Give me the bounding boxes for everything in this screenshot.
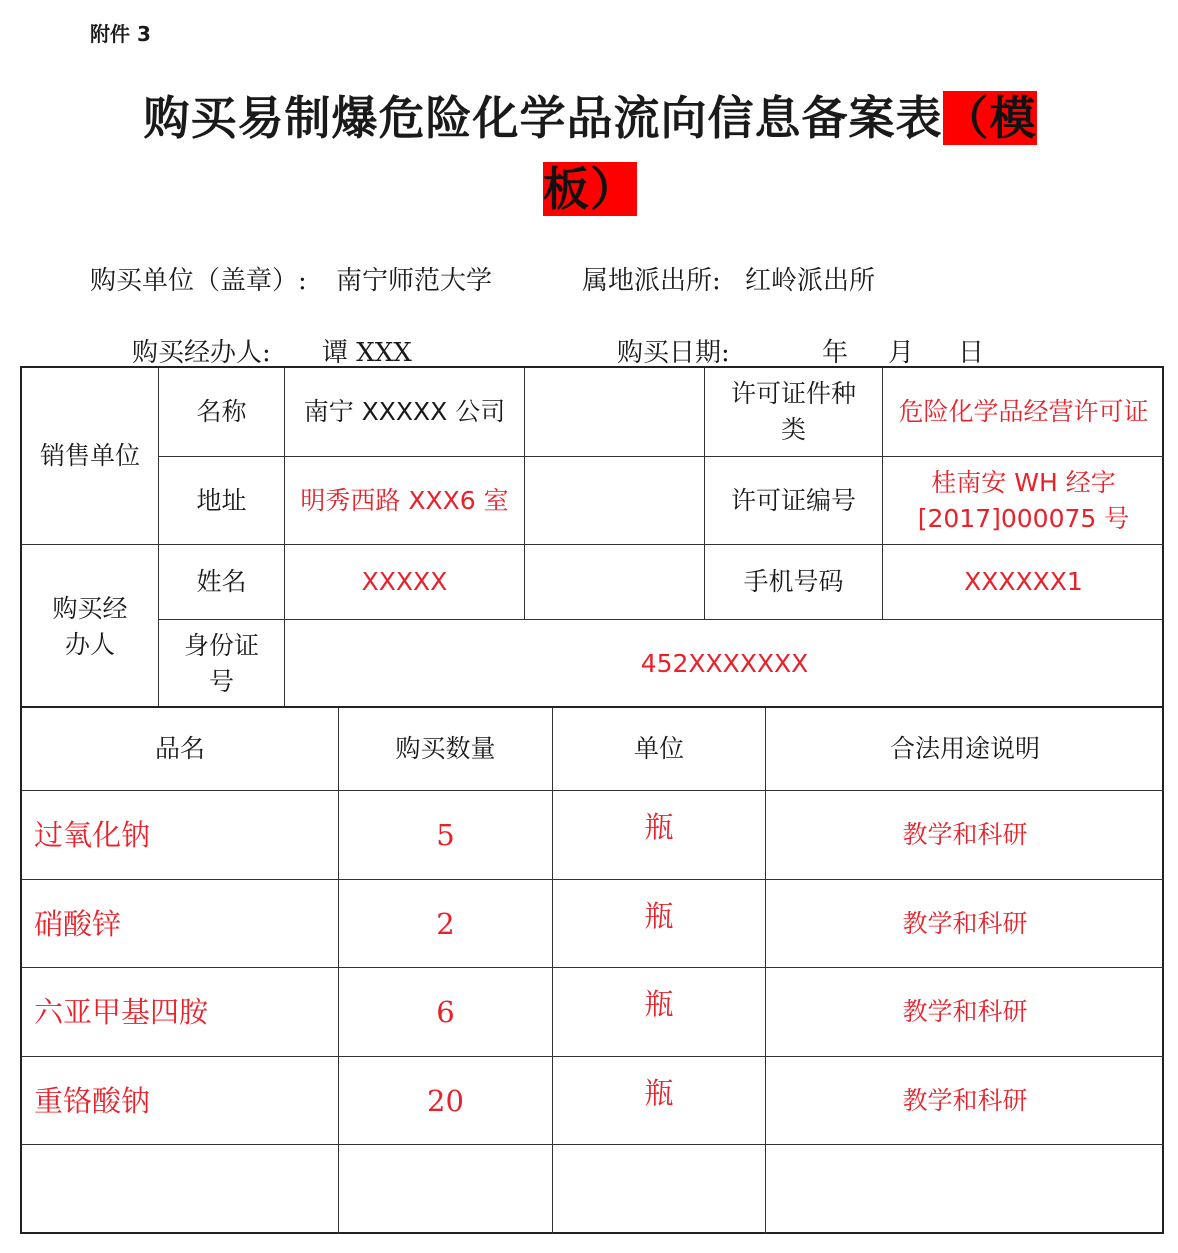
seller-blank-cell-2 [525,457,705,545]
agent-phone-value: XXXXXX1 [883,545,1164,620]
item-unit: 瓶 [553,880,766,968]
date-label: 购买日期: [617,338,730,368]
title-main: 购买易制爆危险化学品流向信息备案表 [143,91,943,145]
seller-address-label: 地址 [159,457,285,545]
seller-address-value: 明秀西路 XXX6 室 [285,457,525,545]
item-name: 过氧化钠 [22,791,339,880]
empty-cell [339,1145,553,1234]
empty-cell [22,1145,339,1234]
license-no-label: 许可证编号 [705,457,883,545]
info-table [20,366,1164,708]
form-title-line2 [60,153,1120,225]
agent-id-value: 452XXXXXXX [640,649,809,678]
seller-name-value: 南宁 XXXXX 公司 [285,368,525,457]
header-purpose: 合法用途说明 [766,708,1164,791]
form-title-line1 [60,82,1120,154]
agent-name-value: XXXXX [285,545,525,620]
seller-section-label: 销售单位 [22,368,159,545]
item-unit: 瓶 [553,1057,766,1145]
purchaser-value: 南宁师范大学 [336,266,493,296]
empty-cell [766,1145,1164,1234]
license-type-label: 许可证件种类 [705,368,883,457]
agent-phone-label: 手机号码 [705,545,883,620]
police-value: 红岭派出所 [745,266,876,296]
agent-blank-cell [525,545,705,620]
license-type-value: 危险化学品经营许可证 [883,368,1164,457]
item-purpose: 教学和科研 [766,880,1164,968]
item-name: 重铬酸钠 [22,1057,339,1145]
item-qty: 5 [339,791,553,880]
agent-id-label: 身份证号 [159,620,285,708]
police-label: 属地派出所: [582,266,721,296]
item-name: 六亚甲基四胺 [22,968,339,1057]
item-qty: 2 [339,880,553,968]
date-month: 月 [888,338,915,368]
item-unit: 瓶 [553,968,766,1057]
agent-name-label: 姓名 [159,545,285,620]
item-purpose: 教学和科研 [766,1057,1164,1145]
date-day: 日 [958,338,985,368]
header-qty: 购买数量 [339,708,553,791]
attachment-label: 附件 3 [90,22,151,46]
items-table [20,706,1164,1234]
item-qty: 20 [339,1057,553,1145]
item-name: 硝酸锌 [22,880,339,968]
header-name: 品名 [22,708,339,791]
item-purpose: 教学和科研 [766,791,1164,880]
seller-blank-cell [525,368,705,457]
header-unit: 单位 [553,708,766,791]
item-qty: 6 [339,968,553,1057]
date-year: 年 [822,338,849,368]
title-highlight-1: （模 [942,91,1037,145]
seller-name-label: 名称 [159,368,285,457]
purchaser-label: 购买单位（盖章）: [90,266,307,296]
item-unit: 瓶 [553,791,766,880]
agent-value: 谭 XXX [322,338,412,368]
title-highlight-2: 板） [543,162,637,216]
agent-section-label: 购买经办人 [22,545,159,708]
empty-cell [553,1145,766,1234]
agent-label: 购买经办人: [132,338,271,368]
item-purpose: 教学和科研 [766,968,1164,1057]
license-no-value: 桂南安 WH 经字[2017]000075 号 [883,457,1164,545]
